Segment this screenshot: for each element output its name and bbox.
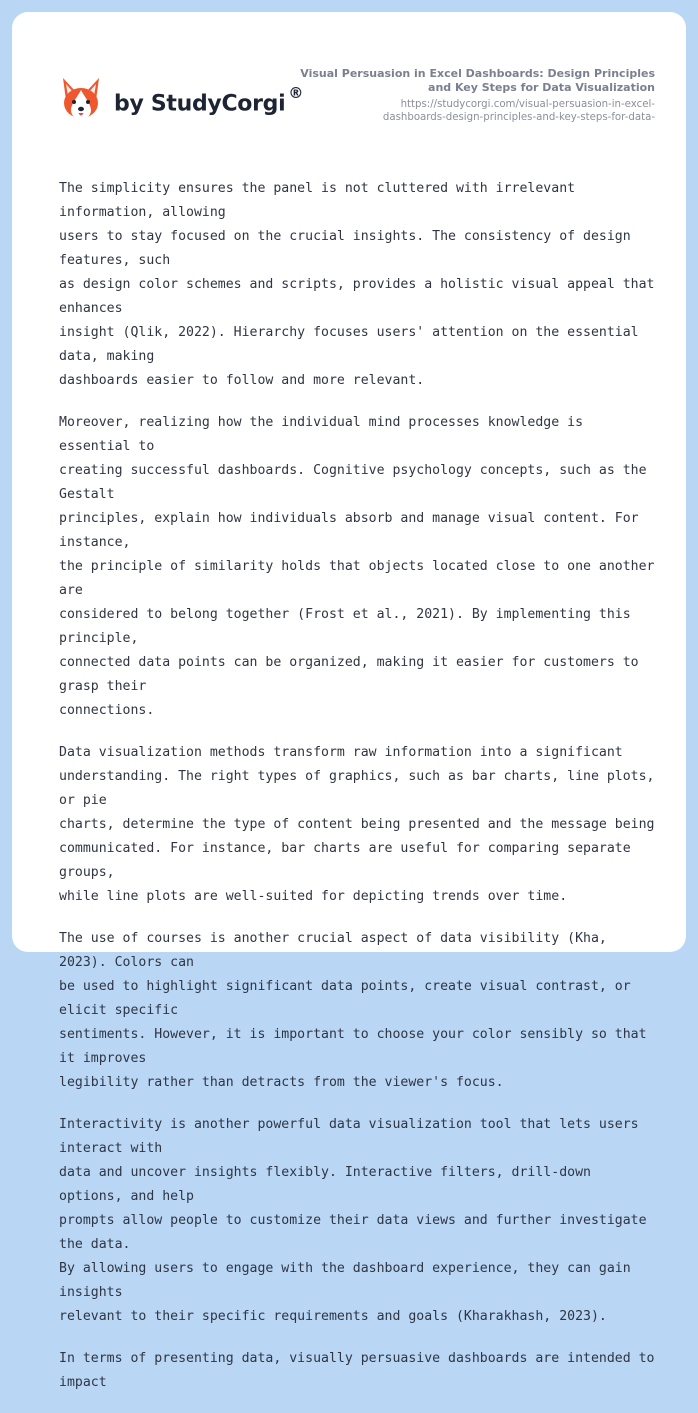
brand-name: by StudyCorgi ® [114,83,304,117]
text-line: prompts allow people to customize their data views and further investigate the data. [59,1213,647,1252]
text-line: while line plots are well-suited for depicting trends over time. [59,889,568,904]
body-paragraph [59,1347,659,1395]
document-page [12,12,686,1390]
body-paragraph [59,411,659,723]
text-line: principles, explain how individuals absorb and manage visual content. For instance, [59,511,639,550]
text-line: relevant to their specific requirements and goals (Kharakhash, 2023). [59,1309,607,1324]
text-line: the principle of similarity holds that objects located close to one another are [59,559,655,598]
document-header [295,67,655,124]
text-line: The simplicity ensures the panel is not cluttered with irrelevant information, allowing [59,181,576,220]
text-line: insight (Qlik, 2022). Hierarchy focuses users' attention on the essential data, making [59,325,639,364]
text-line: understanding. The right types of graphics, such as bar charts, line plots, or pie [59,769,655,808]
body-paragraph [59,1113,659,1329]
text-line: data and uncover insights flexibly. Interactive filters, drill-down options, and help [59,1165,591,1204]
text-line: as design color schemes and scripts, provides a holistic visual appeal that enhances [59,277,655,316]
text-line: charts, determine the type of content being presented and the message being [59,817,655,832]
body-paragraph [59,927,659,1095]
text-line: dashboards easier to follow and more relevant. [59,373,425,388]
studycorgi-logo[interactable] [60,76,303,122]
text-line: sentiments. However, it is important to choose your color sensibly so that it improves [59,1027,647,1066]
document-body [59,177,659,1413]
text-line: Data visualization methods transform raw information into a significant [59,745,623,760]
text-line: connected data points can be organized, making it easier for customers to grasp their [59,655,639,694]
document-title: Visual Persuasion in Excel Dashboards: Design Principles and Key Steps for Data Visualization [300,67,655,94]
text-line: be used to highlight significant data points, create visual contrast, or elicit specific [59,979,631,1018]
text-line: By allowing users to engage with the dashboard experience, they can gain insights [59,1261,631,1300]
text-line: Interactivity is another powerful data visualization tool that lets users interact with [59,1117,639,1156]
text-line: Moreover, realizing how the individual mind processes knowledge is essential to [59,415,584,454]
text-line: connections. [59,703,155,718]
text-line: The use of courses is another crucial aspect of data visibility (Kha, 2023). Colors can [59,931,607,970]
text-line: considered to belong together (Frost et al., 2021). By implementing this principle, [59,607,631,646]
corgi-logo-icon [60,76,102,122]
body-paragraph [59,741,659,909]
text-line: creating successful dashboards. Cognitive psychology concepts, such as the Gestalt [59,463,647,502]
body-paragraph [59,177,659,393]
text-line: communicated. For instance, bar charts are useful for comparing separate groups, [59,841,631,880]
text-line: legibility rather than detracts from the viewer's focus. [59,1075,504,1090]
document-url[interactable]: https://studycorgi.com/visual-persuasion-in-excel- dashboards-design-principles-and-key-steps-for-data- [382,99,655,123]
text-line: users to stay focused on the crucial insights. The consistency of design features, such [59,229,631,268]
text-line: In terms of presenting data, visually persuasive dashboards are intended to impact [59,1351,655,1390]
